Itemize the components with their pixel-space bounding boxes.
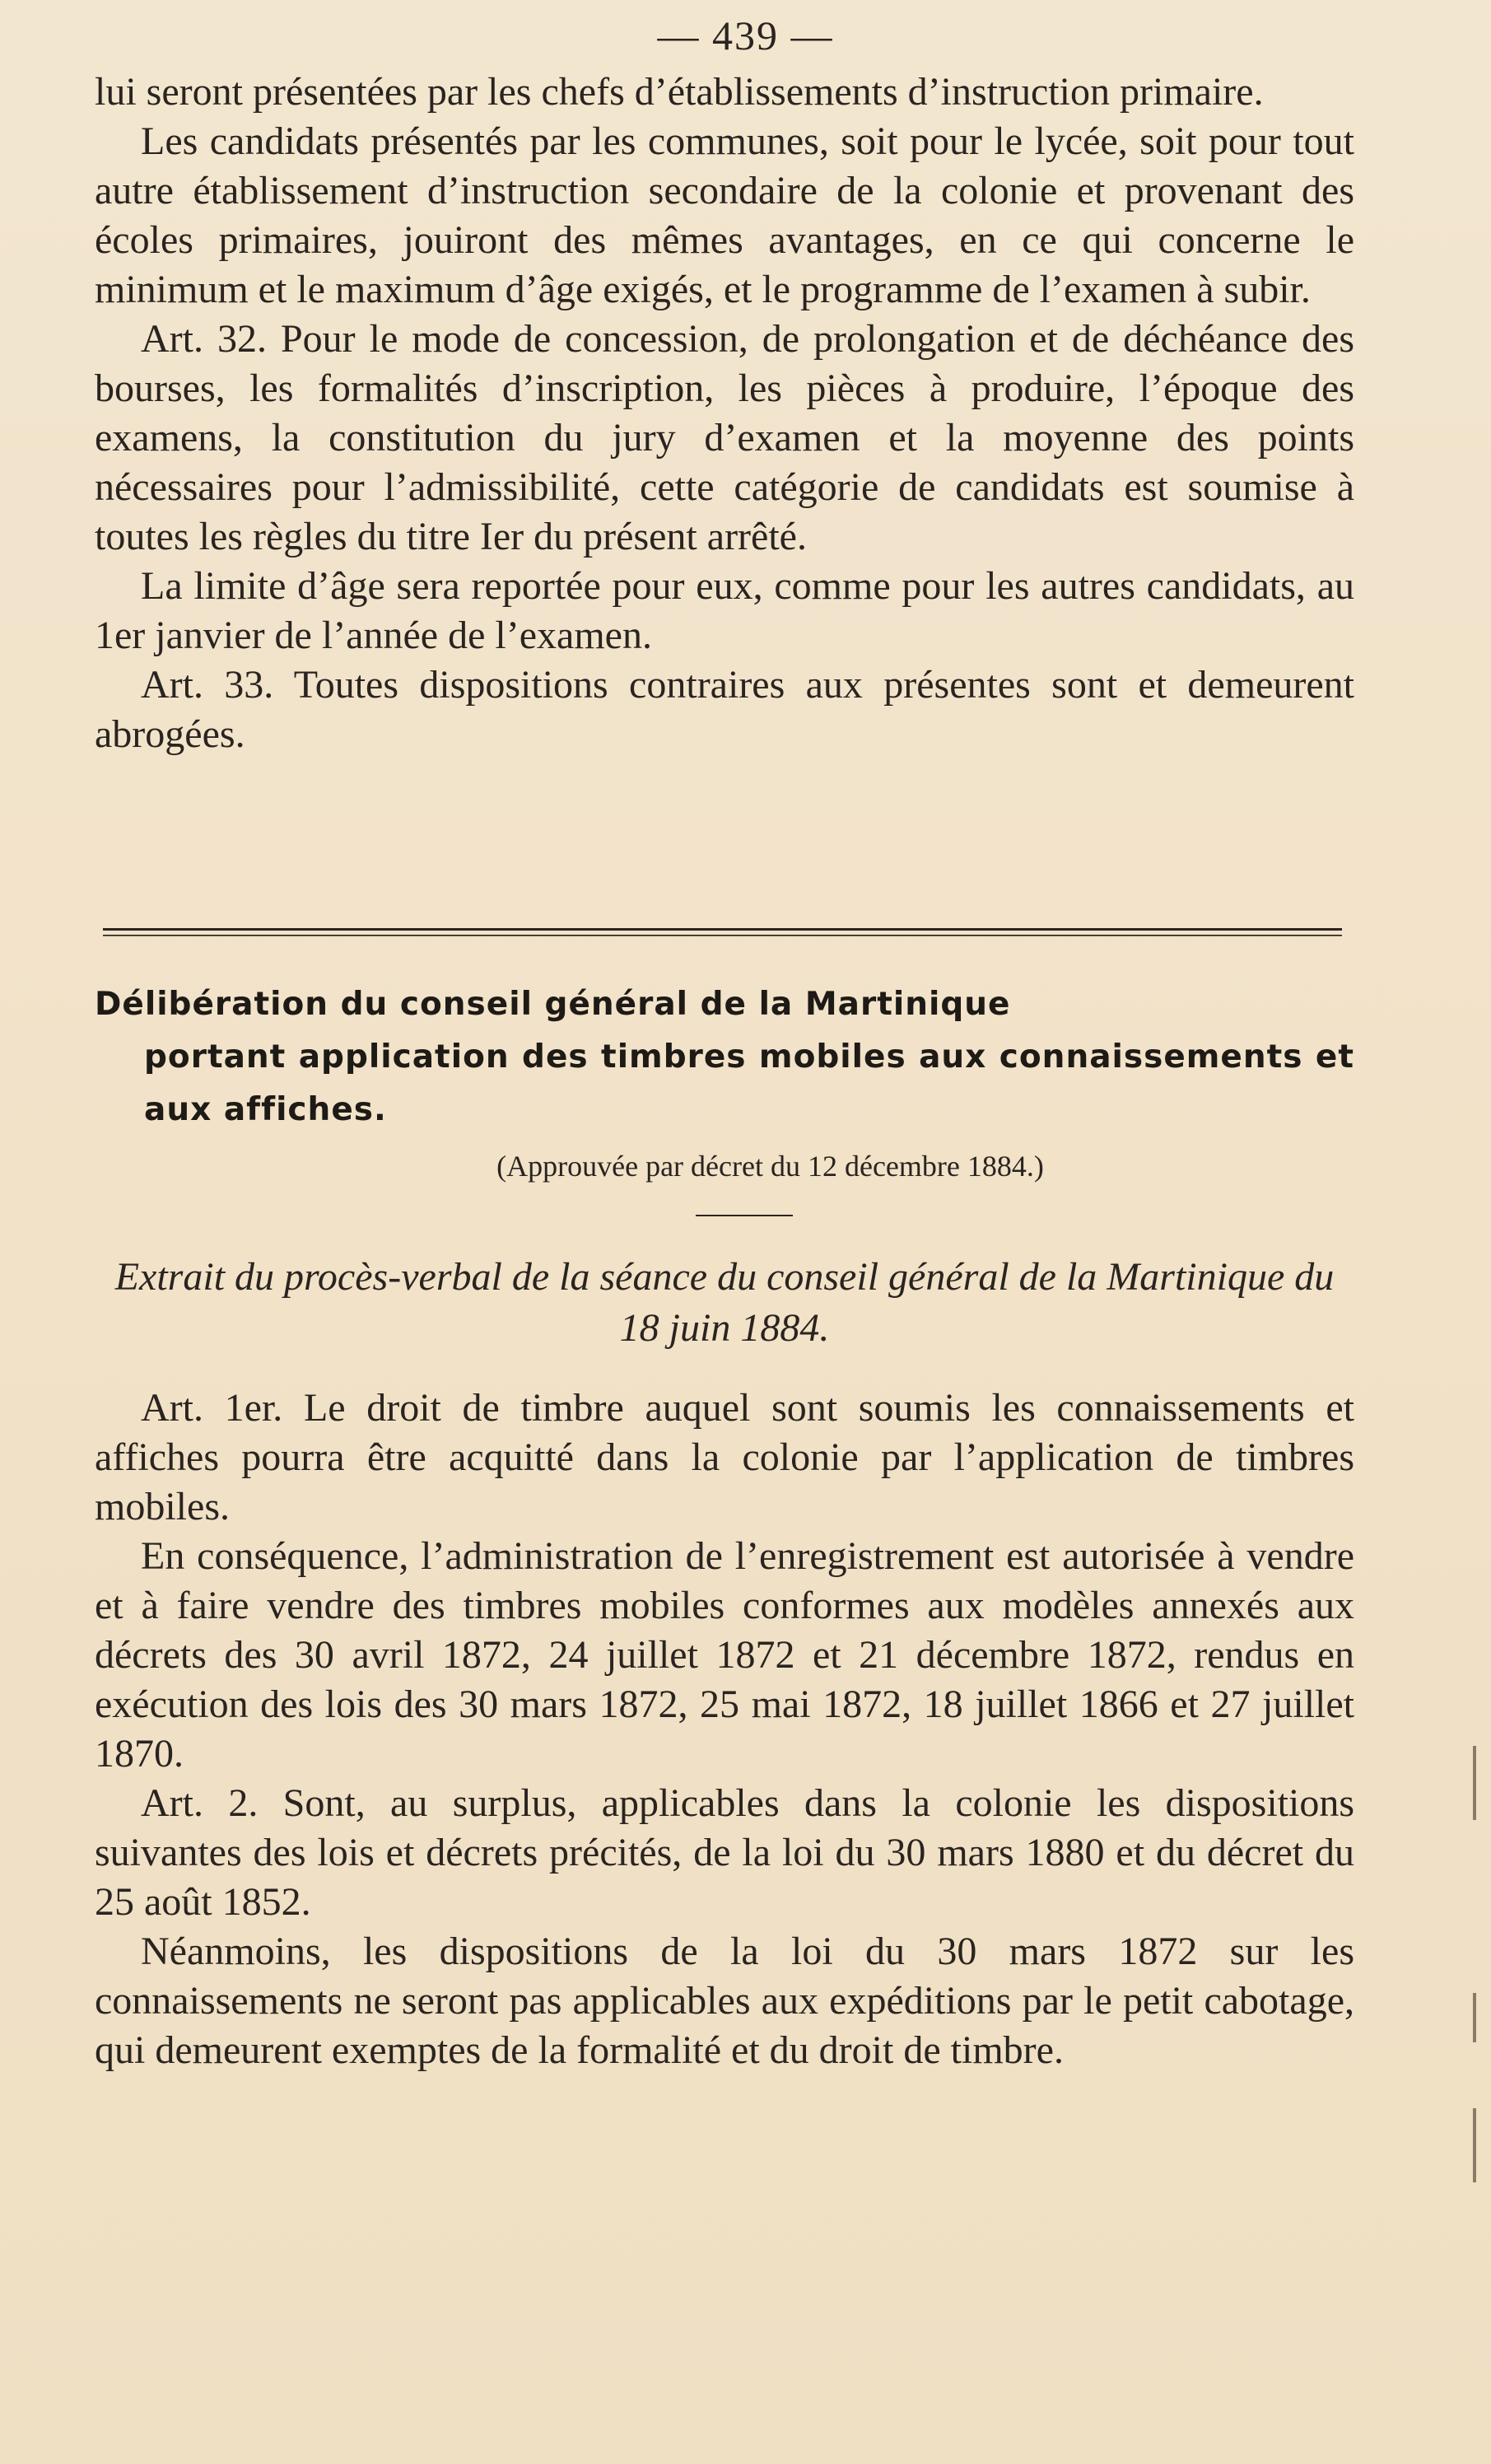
article-2-paragraph: Art. 2. Sont, au surplus, applicables dans la colonie les dispositions suivantes des lois et décrets précités, de la loi du 30 mars 1880 et du décret du 25 août 1852. [95,1781,1354,1924]
extract-title: Extrait du procès-verbal de la séance du conseil général de la Martinique du 18 juin 1884. [114,1255,1335,1350]
paragraph: La limite d’âge sera reportée pour eux, comme pour les autres candidats, au 1er janvier de l’année de l’examen. [95,564,1354,657]
paragraph: Néanmoins, les dispositions de la loi du 30 mars 1872 sur les connaissements ne seront pas applicables aux expéditions par le petit cabotage, qui demeurent exemptes de la formalité et du droit de timbre. [95,1930,1354,2072]
article-1-paragraph: Art. 1er. Le droit de timbre auquel sont soumis les connaissements et affiches pourra être acquitté dans la colonie par l’application de timbres mobiles. [95,1386,1354,1528]
short-divider [696,1215,793,1216]
paragraph: Les candidats présentés par les communes, soit pour le lycée, soit pour tout autre établissement d’instruction secondaire de la colonie et provenant des écoles primaires, jouiront des mêmes avantages, en ce qui concerne le minimum et le maximum d’âge exigés, et le programme de l’examen à subir. [95,119,1354,311]
page-edge-mark [1473,1993,1476,2042]
section-divider [103,928,1342,936]
article-33-paragraph: Art. 33. Toutes dispositions contraires aux présentes sont et demeurent abrogées. [95,663,1354,756]
top-text-block [95,68,1354,759]
approval-note: (Approuvée par décret du 12 décembre 1884.) [496,1150,1044,1183]
paragraph: lui seront présentées par les chefs d’établissements d’instruction primaire. [95,70,1264,114]
page-number: — 439 — [657,12,834,58]
body-text-block [95,1384,1354,2075]
section-heading-line2: portant application des timbres mobiles aux connaissements et aux affiches. [144,1038,1354,1128]
section-heading-line1: Délibération du conseil général de la Martinique [95,986,1011,1023]
section-heading [95,978,1354,1136]
paragraph: En conséquence, l’administration de l’enregistrement est autorisée à vendre et à faire vendre des timbres mobiles conformes aux modèles annexés aux décrets des 30 avril 1872, 24 juillet 1872 et 21 décembre 1872, rendus en exécution des lois des 30 mars 1872, 25 mai 1872, 18 juillet 1866 et 27 juillet 1870. [95,1534,1354,1776]
page-edge-mark [1473,2108,1476,2182]
page-edge-mark [1473,1746,1476,1820]
article-32-paragraph: Art. 32. Pour le mode de concession, de prolongation et de déchéance des bourses, les formalités d’inscription, les pièces à produire, l’époque des examens, la constitution du jury d’examen et la moyenne des points nécessaires pour l’admissibilité, cette catégorie de candidats est soumise à toutes les règles du titre Ier du présent arrêté. [95,317,1354,558]
